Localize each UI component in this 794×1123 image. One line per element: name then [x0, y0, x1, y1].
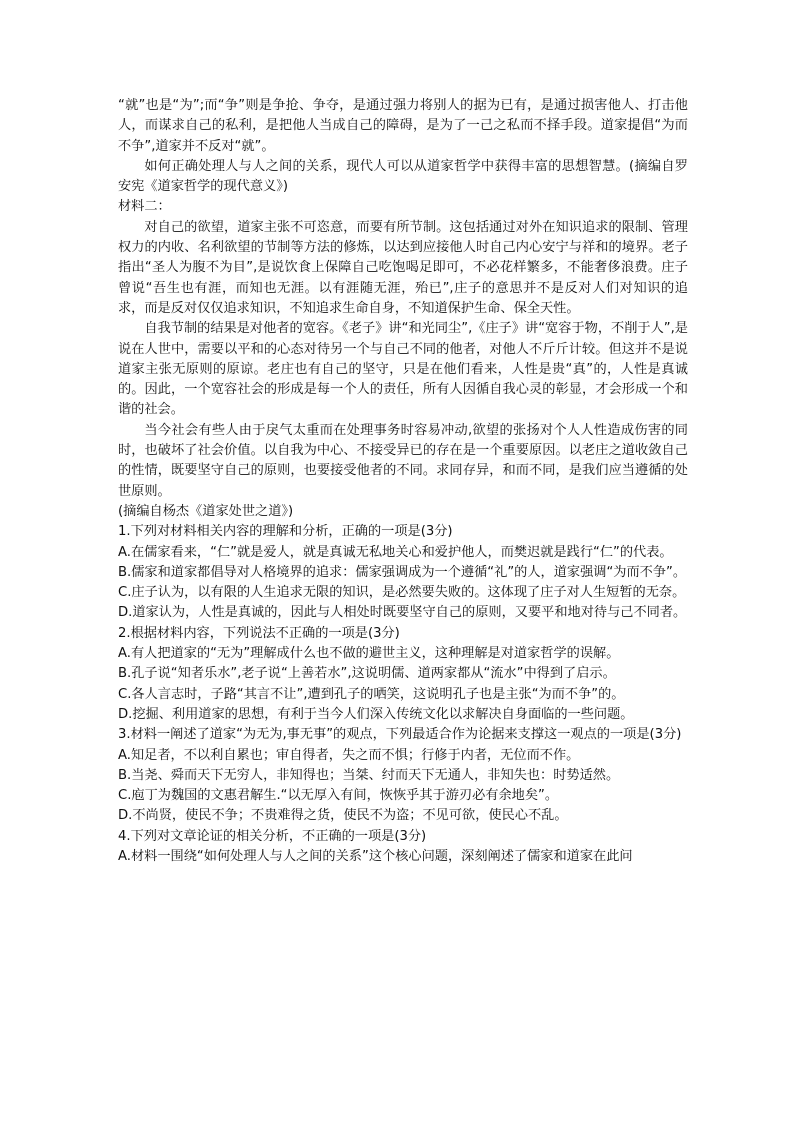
option-b: B.儒家和道家都倡导对人格境界的追求：儒家强调成为一个遵循“礼”的人，道家强调“为而不争”。 — [118, 564, 687, 580]
exam-page — [118, 96, 688, 867]
question-2 — [118, 624, 688, 725]
option-a: A.有人把道家的“无为”理解成什么也不做的避世主义，这种理解是对道家哲学的误解。 — [118, 646, 620, 662]
option-a: A.在儒家看来，“仁”就是爱人，就是真诚无私地关心和爱护他人，而樊迟就是践行“仁”的代表。 — [118, 544, 673, 560]
material2-paragraph-2: 自我节制的结果是对他者的宽容。《老子》讲“和光同尘”,《庄子》讲“宽容于物，不削于人”,是说在人世中，需要以平和的心态对待另一个与自己不同的他者，对他人不斤斤计较。但这并不是说道家主张无原则的原谅。老庄也有自己的坚守，只是在他们看来，人性是贵“真”的，人性是真诚的。因此，一个宽容社会的形成是每一个人的责任，所有人因循自我心灵的彰显，才会形成一个和谐的社会。 — [118, 321, 688, 418]
material2-heading: 材料二： — [118, 199, 171, 215]
material1-tail-paragraph: “就”也是“为”;而“争”则是争抢、争夺，是通过强力将别人的据为已有，是通过损害他人、打击他人，而谋求自己的私利，是把他人当成自己的障碍，是为了一己之私而不择手段。道家提倡“为而不争”,道家并不反对“就”。 — [118, 98, 688, 154]
question-stem: 1.下列对材料相关内容的理解和分析，正确的一项是(3分) — [118, 524, 453, 540]
material2-paragraph-3: 当今社会有些人由于戾气太重而在处理事务时容易冲动,欲望的张扬对个人人性造成伤害的同时，也破坏了社会价值。以自我为中心、不接受异已的存在是一个重要原因。以老庄之道收敛自己的性情，既要坚守自己的原则，也要接受他者的不同。求同存异，和而不同，是我们应当遵循的处世原则。 — [118, 422, 688, 499]
option-d: D.挖掘、利用道家的思想，有利于当今人们深入传统文化以求解决自身面临的一些问题。 — [118, 706, 634, 722]
question-3 — [118, 725, 688, 826]
option-a: A.材料一围绕“如何处理人与人之间的关系”这个核心问题，深刻阐述了儒家和道家在此问 — [118, 848, 633, 864]
option-c: C.庖丁为魏国的文惠君解生.“以无厚入有间，恢恢乎其于游刃必有余地矣”。 — [118, 788, 559, 804]
question-stem: 3.材料一阐述了道家“为无为,事无事”的观点，下列最适合作为论据来支撑这一观点的一项是(3分) — [118, 727, 682, 743]
option-b: B.孔子说“知者乐水”,老子说“上善若水”,这说明儒、道两家都从“流水”中得到了启示。 — [118, 666, 616, 682]
question-stem: 4.下列对文章论证的相关分析，不正确的一项是(3分) — [118, 828, 427, 844]
option-d: D.不尚贤，使民不争；不贵难得之货，使民不为盗；不见可欲，使民心不乱。 — [118, 808, 568, 824]
option-c: C.各人言志时，子路“其言不让”,遭到孔子的哂笑，这说明孔子也是主张“为而不争”的。 — [118, 686, 625, 702]
question-stem: 2.根据材料内容，下列说法不正确的一项是(3分) — [118, 625, 400, 641]
question-1 — [118, 522, 688, 623]
option-d: D.道家认为，人性是真诚的，因此与人相处时既要坚守自己的原则，又要平和地对待与己不同者。 — [118, 605, 687, 621]
question-4 — [118, 827, 688, 868]
option-b: B.当尧、舜而天下无穷人，非知得也；当桀、纣而天下无通人，非知失也：时势适然。 — [118, 767, 620, 783]
option-c: C.庄子认为，以有限的人生追求无限的知识，是必然要失败的。这体现了庄子对人生短暂的无奈。 — [118, 585, 686, 601]
material2-paragraph-1: 对自己的欲望，道家主张不可恣意，而要有所节制。这包括通过对外在知识追求的限制、管理权力的内收、名利欲望的节制等方法的修炼，以达到应接他人时自己内心安宁与祥和的境界。老子指出“圣人为腹不为目”,是说饮食上保障自己吃饱喝足即可，不必花样繁多，不能奢侈浪费。庄子曾说“吾生也有涯，而知也无涯。以有涯随无涯，殆已”,庄子的意思并不是反对人们对知识的追求，而是反对仅仅追求知识，不知追求生命自身，不知道保护生命、保全天性。 — [118, 219, 688, 316]
material1-conclusion-paragraph: 如何正确处理人与人之间的关系，现代人可以从道家哲学中获得丰富的思想智慧。(摘编自罗安宪《道家哲学的现代意义》) — [118, 158, 688, 195]
material2-source: (摘编自杨杰《道家处世之道》) — [118, 503, 294, 519]
option-a: A.知足者，不以利自累也；审自得者，失之而不惧；行修于内者，无位而不作。 — [118, 747, 580, 763]
